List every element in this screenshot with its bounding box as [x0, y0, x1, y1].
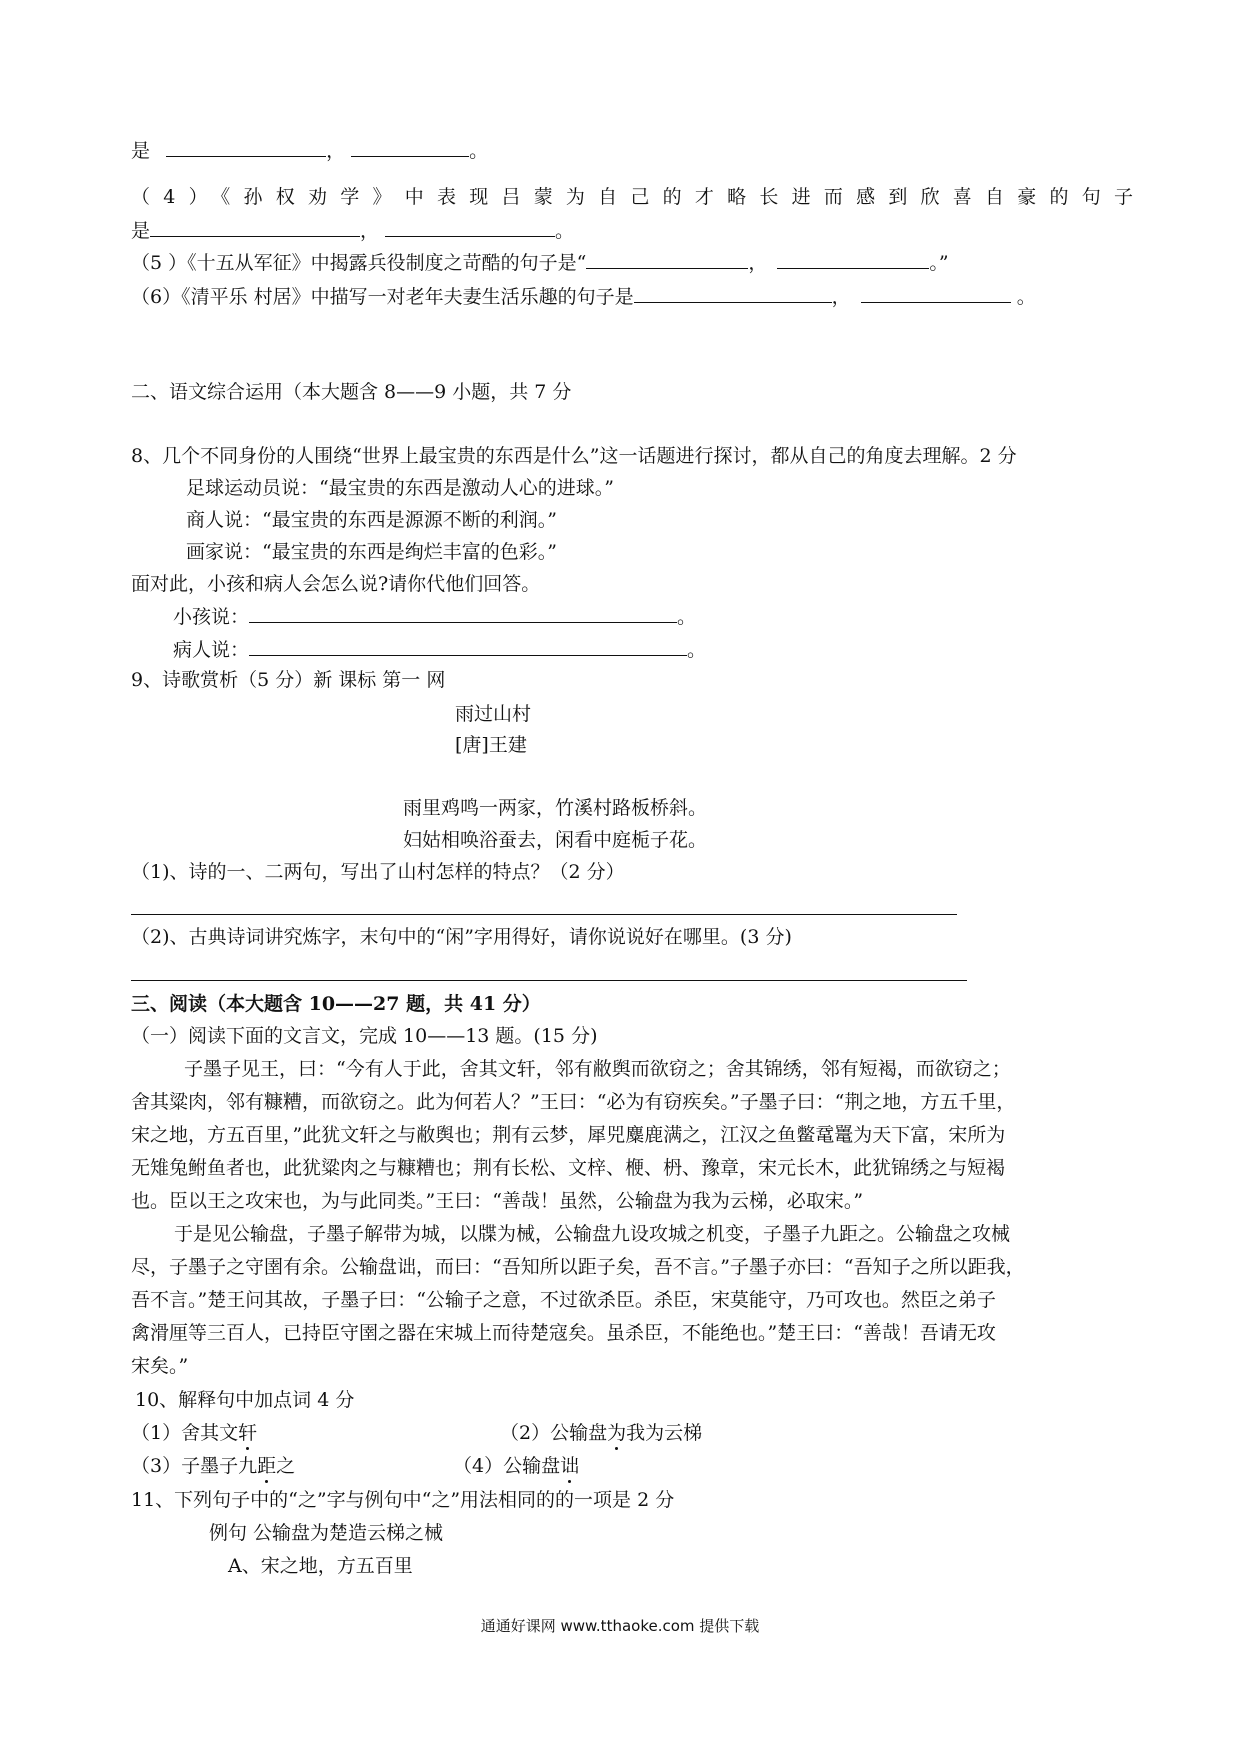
section3-heading: 三、阅读（本大题含 10——27 题，共 41 分） — [131, 993, 541, 1015]
q7-item3-tail: 是 ， 。 — [131, 140, 489, 162]
answer-blank[interactable] — [586, 250, 748, 269]
q10-item-3: （3）子墨子九距之 — [131, 1455, 296, 1477]
child-answer-blank[interactable] — [249, 604, 677, 623]
q7-item4-line1: （4）《孙权劝学》中表现吕蒙为自己的才略长进而感到欣喜自豪的句子 — [131, 186, 1133, 208]
passage-line: 禽滑厘等三百人，已持臣守圉之器在宋城上而待楚寇矣。虽杀臣，不能绝也。”楚王曰：“善哉！吾请无攻 — [131, 1322, 996, 1344]
q7-item4-line2: 是 ， 。 — [131, 220, 575, 242]
passage-line: 宋之地，方五百里，”此犹文轩之与敝舆也；荆有云梦，犀兕麋鹿满之，江汉之鱼鳖鼋鼍为天下富，宋所为 — [131, 1124, 1006, 1146]
poem-title: 雨过山村 — [455, 703, 532, 725]
section3-part1-instruction: （一）阅读下面的文言文，完成 10——13 题。(15 分) — [131, 1025, 598, 1047]
answer-blank[interactable] — [166, 138, 326, 157]
answer-blank[interactable] — [861, 284, 1011, 303]
answer-blank[interactable] — [351, 138, 469, 157]
answer-line[interactable] — [131, 980, 967, 981]
passage-line: 吾不言。”楚王问其故，子墨子曰：“公输子之意，不过欲杀臣。杀臣，宋莫能守，乃可攻也。然臣之弟子 — [131, 1289, 996, 1311]
answer-line[interactable] — [131, 914, 957, 915]
passage-line: 也。臣以王之攻宋也，为与此同类。”王曰：“善哉！虽然，公输盘为我为云梯，必取宋。” — [131, 1190, 864, 1212]
q8-child-answer: 小孩说： 。 — [173, 606, 697, 628]
q8-prompt: 8、几个不同身份的人围绕“世界上最宝贵的东西是什么”这一话题进行探讨，都从自己的角度去理解。2 分 — [131, 445, 1017, 467]
answer-blank[interactable] — [634, 284, 832, 303]
answer-blank[interactable] — [777, 250, 929, 269]
poem-line-1: 雨里鸡鸣一两家，竹溪村路板桥斜。 — [403, 797, 708, 819]
q9-heading: 9、诗歌赏析（5 分）新 课标 第一 网 — [131, 669, 446, 691]
poem-line-2: 妇姑相唤浴蚕去，闲看中庭栀子花。 — [403, 829, 708, 851]
answer-blank[interactable] — [150, 218, 360, 237]
poem-author: [唐]王建 — [455, 734, 527, 756]
passage-line: 于是见公输盘，子墨子解带为城，以牒为械，公输盘九设攻城之机变，子墨子九距之。公输盘之攻械 — [174, 1223, 1011, 1245]
q7-item6: （6）《清平乐 村居》中描写一对老年夫妻生活乐趣的句子是 ， 。 — [131, 286, 1036, 308]
q11-heading: 11、下列句子中的“之”字与例句中“之”用法相同的的一项是 2 分 — [131, 1489, 675, 1511]
q7-item5: （5 ）《十五从军征》中揭露兵役制度之苛酷的句子是“ ， 。” — [131, 252, 949, 274]
patient-answer-blank[interactable] — [249, 637, 687, 656]
passage-line: 舍其粱肉，邻有糠糟，而欲窃之。此为何若人？”王曰：“必为有窃疾矣。”子墨子曰：“荆之地，方五千里， — [131, 1091, 1016, 1113]
q8-patient-answer: 病人说： 。 — [173, 639, 707, 661]
q11-example: 例句 公输盘为楚造云梯之械 — [209, 1522, 444, 1544]
passage-line: 尽，子墨子之守圉有余。公输盘诎，而曰：“吾知所以距子矣，吾不言。”子墨子亦曰：“吾知子之所以距我， — [131, 1256, 1025, 1278]
page-footer: 通通好课网 www.tthaoke.com 提供下载 — [480, 1617, 760, 1635]
q8-task: 面对此，小孩和病人会怎么说?请你代他们回答。 — [131, 573, 541, 595]
section2-heading: 二、语文综合运用（本大题含 8——9 小题，共 7 分 — [131, 381, 572, 403]
q11-option-a[interactable]: A、宋之地，方五百里 — [228, 1555, 413, 1577]
passage-line: 子墨子见王，曰：“今有人于此，舍其文轩，邻有敝舆而欲窃之；舍其锦绣，邻有短褐，而欲窃之； — [184, 1058, 1011, 1080]
answer-blank[interactable] — [385, 218, 555, 237]
q8-quote-merchant: 商人说：“最宝贵的东西是源源不断的利润。” — [186, 509, 557, 531]
q10-heading: 10、解释句中加点词 4 分 — [135, 1389, 355, 1411]
q9-sub1: （1)、诗的一、二两句，写出了山村怎样的特点？（2 分） — [131, 861, 625, 883]
passage-line: 无雉兔鲋鱼者也，此犹粱肉之与糠糟也；荆有长松、文梓、楩、枬、豫章，宋元长木，此犹锦绣之与短褐 — [131, 1157, 1006, 1179]
q10-item-4: （4）公输盘诎 — [453, 1455, 580, 1477]
q9-sub2: （2)、古典诗词讲究炼字，末句中的“闲”字用得好，请你说说好在哪里。(3 分) — [131, 926, 792, 948]
q10-item-2: （2）公输盘为我为云梯 — [500, 1422, 703, 1444]
q8-quote-footballer: 足球运动员说：“最宝贵的东西是激动人心的进球。” — [186, 477, 614, 499]
q10-item-1: （1）舍其文轩 — [131, 1422, 258, 1444]
q8-quote-painter: 画家说：“最宝贵的东西是绚烂丰富的色彩。” — [186, 541, 557, 563]
passage-line: 宋矣。” — [131, 1355, 189, 1377]
